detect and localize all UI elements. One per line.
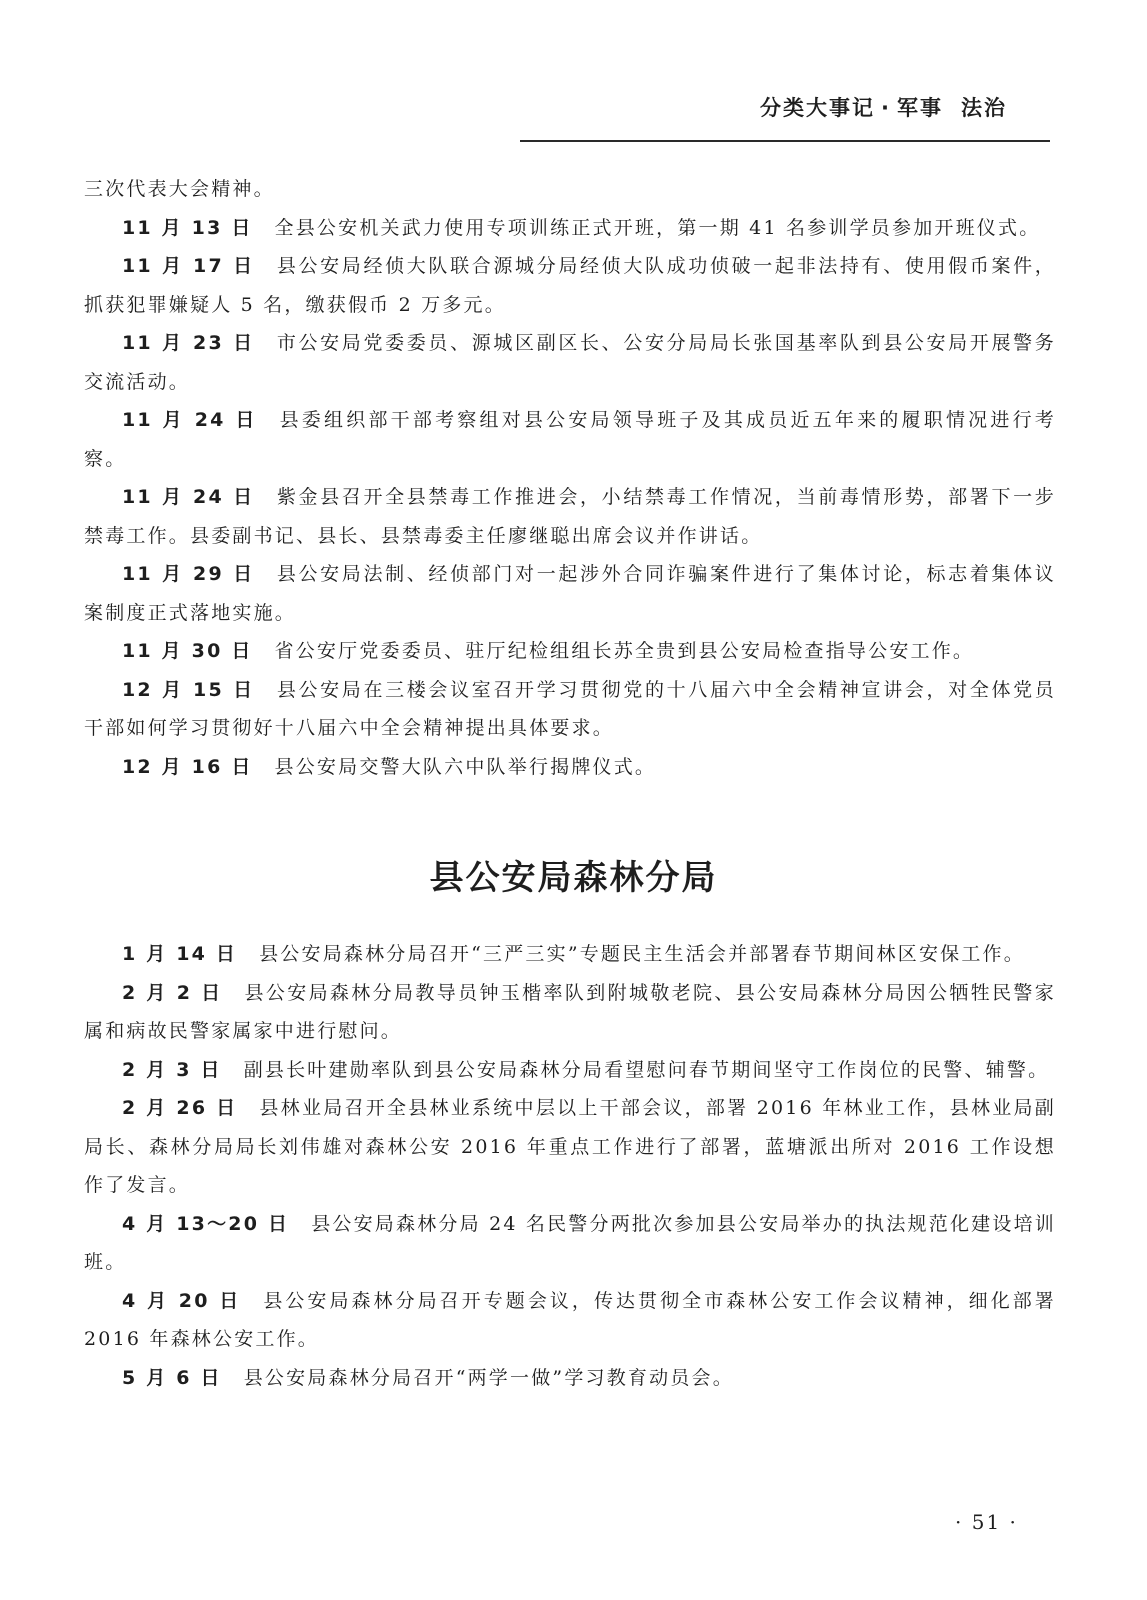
event-text: 县公安局法制、经侦部门对一起涉外合同诈骗案件进行了集体讨论，标志着集体议案制度正式落地实施。 (84, 563, 1056, 624)
event-date: 11 月 30 日 (122, 640, 253, 662)
section-title: 县公安局森林分局 (429, 858, 718, 898)
police-events (84, 170, 1056, 786)
running-head-separator: · (881, 96, 891, 120)
running-head (760, 92, 1007, 122)
police-event-entry (84, 671, 1056, 748)
event-text: 市公安局党委委员、源城区副区长、公安分局局长张国基率队到县公安局开展警务交流活动。 (84, 332, 1056, 393)
forest-event-entry (84, 1089, 1056, 1205)
event-text: 县公安局在三楼会议室召开学习贯彻党的十八届六中全会精神宣讲会，对全体党员干部如何学习贯彻好十八届六中全会精神提出具体要求。 (84, 678, 1056, 739)
event-text: 县公安局森林分局召开“两学一做”学习教育动员会。 (243, 1366, 734, 1389)
forest-event-entry (84, 1359, 1056, 1398)
running-head-part1: 军事 (896, 96, 943, 120)
police-event-entry (84, 555, 1056, 632)
event-date: 11 月 29 日 (122, 563, 255, 585)
running-head-part2: 法治 (960, 96, 1007, 120)
event-date: 1 月 14 日 (122, 943, 238, 965)
forest-events (84, 935, 1056, 1397)
event-text: 县公安局森林分局召开专题会议，传达贯彻全市森林公安工作会议精神，细化部署 2016 年森林公安工作。 (84, 1289, 1057, 1350)
forest-event-entry (84, 1051, 1056, 1090)
event-date: 11 月 24 日 (122, 486, 255, 508)
police-event-entry (84, 478, 1056, 555)
police-event-entry (84, 401, 1056, 478)
event-text: 县公安局交警大队六中队举行揭牌仪式。 (274, 755, 657, 778)
event-date: 12 月 15 日 (122, 678, 255, 701)
forest-event-entry (84, 935, 1056, 974)
running-head-category: 分类大事记 (760, 96, 875, 120)
event-date: 11 月 23 日 (122, 332, 255, 354)
event-date: 2 月 26 日 (122, 1097, 238, 1119)
police-event-entry (84, 632, 1056, 671)
event-text: 县公安局森林分局 24 名民警分两批次参加县公安局举办的执法规范化建设培训班。 (84, 1212, 1056, 1273)
forest-event-entry (84, 1282, 1056, 1359)
police-event-entry (84, 748, 1056, 787)
event-date: 4 月 13～20 日 (122, 1212, 290, 1235)
police-event-entry (84, 324, 1056, 401)
event-date: 11 月 24 日 (122, 409, 258, 431)
event-text: 县公安局经侦大队联合源城分局经侦大队成功侦破一起非法持有、使用假币案件，抓获犯罪嫌疑人 5 名，缴获假币 2 万多元。 (84, 255, 1056, 316)
page-number: · 51 · (955, 1510, 1018, 1534)
event-text: 县公安局森林分局召开“三严三实”专题民主生活会并部署春节期间林区安保工作。 (259, 943, 1025, 965)
event-text: 县委组织部干部考察组对县公安局领导班子及其成员近五年来的履职情况进行考察。 (84, 409, 1056, 470)
event-text: 县林业局召开全县林业系统中层以上干部会议，部署 2016 年林业工作，县林业局副局长、森林分局局长刘伟雄对森林公安 2016 年重点工作进行了部署，蓝塘派出所对 2016 工作设想作了发言。 (84, 1097, 1057, 1196)
event-date: 2 月 3 日 (122, 1058, 222, 1081)
event-date: 11 月 13 日 (122, 216, 253, 239)
police-event-entry (84, 209, 1056, 248)
event-date: 4 月 20 日 (122, 1289, 242, 1312)
forest-event-entry (84, 1205, 1056, 1282)
forest-event-entry (84, 974, 1056, 1051)
police-event-entry (84, 247, 1056, 324)
header-rule (520, 140, 1050, 142)
event-text: 副县长叶建勋率队到县公安局森林分局看望慰问春节期间坚守工作岗位的民警、辅警。 (243, 1058, 1050, 1081)
event-date: 5 月 6 日 (122, 1366, 222, 1389)
event-text: 全县公安机关武力使用专项训练正式开班，第一期 41 名参训学员参加开班仪式。 (274, 216, 1041, 239)
event-text: 紫金县召开全县禁毒工作推进会，小结禁毒工作情况，当前毒情形势，部署下一步禁毒工作。县委副书记、县长、县禁毒委主任廖继聪出席会议并作讲话。 (84, 486, 1056, 547)
event-text: 县公安局森林分局教导员钟玉楷率队到附城敬老院、县公安局森林分局因公牺牲民警家属和病故民警家属家中进行慰问。 (84, 981, 1056, 1042)
event-date: 2 月 2 日 (122, 981, 223, 1004)
event-date: 11 月 17 日 (122, 255, 255, 277)
event-text: 省公安厅党委委员、驻厅纪检组组长苏全贵到县公安局检查指导公安工作。 (274, 640, 975, 662)
continuation-text: 三次代表大会精神。 (84, 178, 275, 200)
event-date: 12 月 16 日 (122, 755, 253, 778)
